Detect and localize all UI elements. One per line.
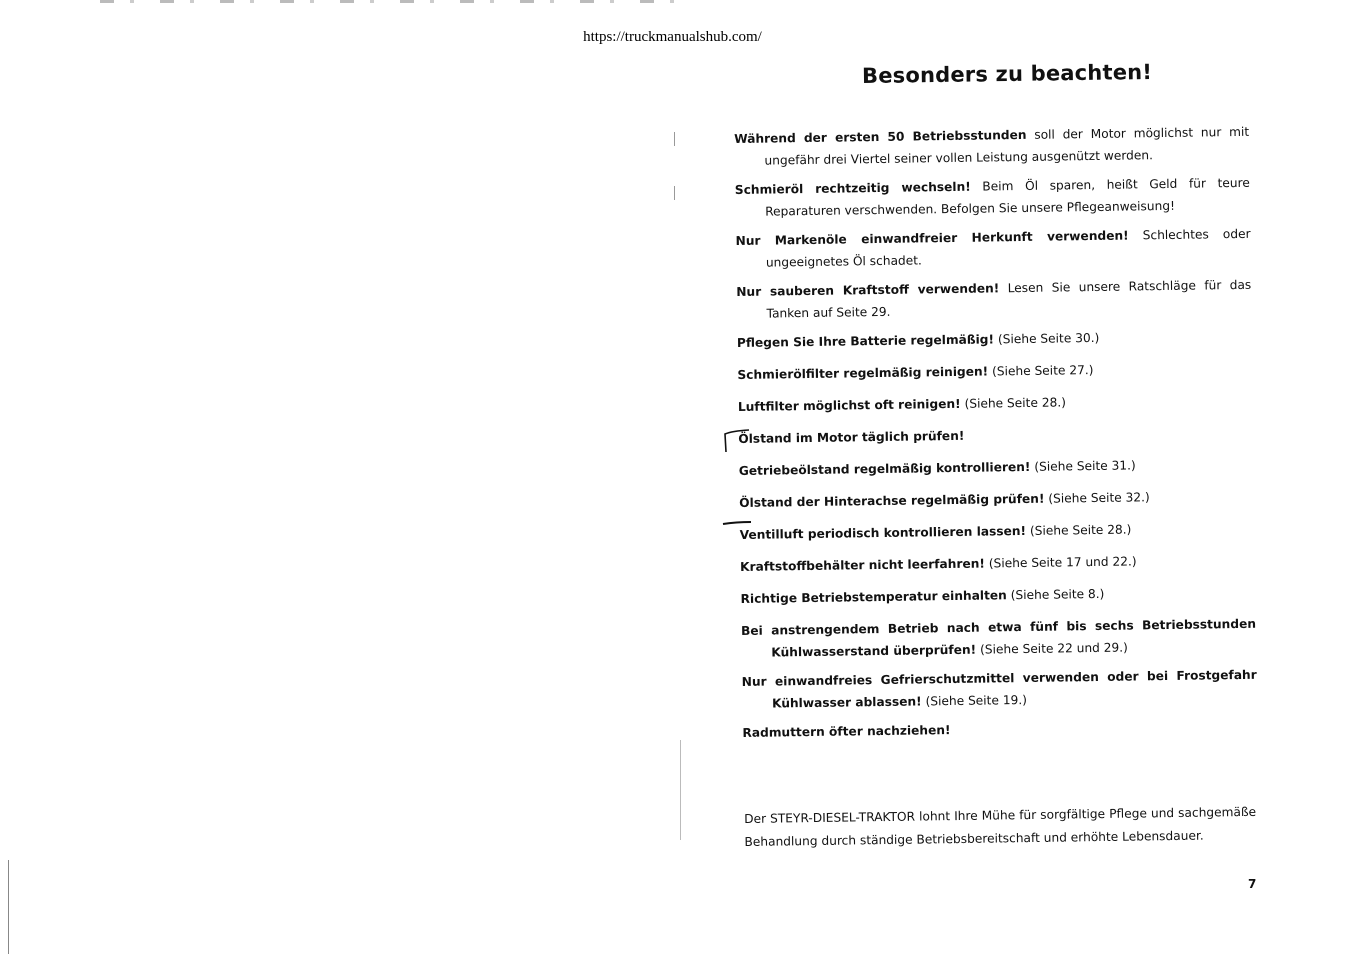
list-item xyxy=(740,581,1255,610)
list-item xyxy=(740,517,1255,546)
item-text: (Siehe Seite 19.) xyxy=(921,692,1028,709)
page-number: 7 xyxy=(1248,877,1257,891)
list-item xyxy=(735,172,1251,223)
bracket-mark-bottom xyxy=(722,520,752,526)
bracket-mark-top xyxy=(722,428,750,454)
closing-paragraph: Der STEYR-DIESEL-TRAKTOR lohnt Ihre Mühe für sorgfältige Pflege und sachgemäße Behandlung durch ständige Betriebsbereitschaft und erhöhte Lebensdauer. xyxy=(744,804,1257,849)
item-text: Schlechtes oder ungeeignetes Öl schadet. xyxy=(765,226,1251,270)
list-item xyxy=(742,664,1258,715)
item-text: (Siehe Seite 8.) xyxy=(1006,586,1105,603)
list-item xyxy=(741,613,1257,664)
item-bold-text: Ventilluft periodisch kontrollieren lassen! xyxy=(739,523,1027,542)
item-bold-text: Schmieröl rechtzeitig wechseln! xyxy=(734,179,971,197)
list-item xyxy=(736,274,1252,325)
item-bold-text: Kraftstoffbehälter nicht leerfahren! xyxy=(740,556,986,574)
item-bold-text: Ölstand der Hinterachse regelmäßig prüfen! xyxy=(739,491,1045,510)
item-bold-text: Schmierölfilter regelmäßig reinigen! xyxy=(737,364,989,382)
list-item xyxy=(739,485,1254,514)
list-item xyxy=(734,121,1250,172)
item-bold-text: Nur einwandfreies Gefrierschutzmittel verwenden oder bei Frostgefahr Kühlwasser ablassen! xyxy=(741,667,1257,711)
list-item xyxy=(738,421,1253,450)
list-item xyxy=(737,325,1252,354)
item-bold-text: Nur sauberen Kraftstoff verwenden! xyxy=(736,281,1000,299)
item-text: (Siehe Seite 31.) xyxy=(1030,458,1136,474)
item-text: (Siehe Seite 27.) xyxy=(988,363,1094,379)
item-bold-text: Bei anstrengendem Betrieb nach etwa fünf bis sechs Betriebsstunden Kühlwasserstand überprüfen! xyxy=(740,616,1257,660)
item-bold-text: Luftfilter möglichst oft reinigen! xyxy=(737,396,961,414)
item-text: (Siehe Seite 28.) xyxy=(960,395,1067,411)
scan-artifact-top xyxy=(100,0,680,3)
scan-artifact-fold-line xyxy=(680,740,681,840)
list-item xyxy=(742,715,1257,744)
item-bold-text: Während der ersten 50 Betriebsstunden xyxy=(734,127,1027,146)
list-item xyxy=(735,223,1251,274)
list-item xyxy=(739,453,1254,482)
source-url: https://truckmanualshub.com/ xyxy=(583,29,762,45)
item-text: Beim Öl sparen, heißt Geld für teure Reparaturen verschwenden. Befolgen Sie unsere Pflegeanweisung! xyxy=(765,175,1250,219)
item-bold-text: Pflegen Sie Ihre Batterie regelmäßig! xyxy=(736,332,995,350)
item-text: (Siehe Seite 28.) xyxy=(1025,522,1132,538)
list-item xyxy=(738,389,1253,418)
item-text: (Siehe Seite 17 und 22.) xyxy=(984,554,1137,571)
item-bold-text: Getriebeölstand regelmäßig kontrollieren! xyxy=(738,459,1031,478)
item-bold-text: Nur Markenöle einwandfreier Herkunft verwenden! xyxy=(735,228,1129,248)
item-text: (Siehe Seite 22 und 29.) xyxy=(976,640,1128,657)
item-text: (Siehe Seite 30.) xyxy=(993,330,1100,347)
item-text: soll der Motor möglichst nur mit ungefähr drei Viertel seiner vollen Leistung ausgenützt werden. xyxy=(764,124,1250,168)
item-bold-text: Richtige Betriebstemperatur einhalten xyxy=(740,588,1007,606)
item-bold-text: Ölstand im Motor täglich prüfen! xyxy=(738,428,965,446)
list-item xyxy=(737,357,1252,386)
scan-artifact-tick xyxy=(674,186,675,200)
scan-artifact-tick xyxy=(674,132,675,146)
item-bold-text: Radmuttern öfter nachziehen! xyxy=(742,723,951,740)
page-heading: Besonders zu beachten! xyxy=(861,59,1153,89)
item-text: (Siehe Seite 32.) xyxy=(1044,490,1150,506)
scan-artifact-left-edge xyxy=(8,860,9,954)
list-item xyxy=(740,549,1255,578)
item-text: Lesen Sie unsere Ratschläge für das Tanken auf Seite 29. xyxy=(766,277,1252,321)
instruction-list xyxy=(734,121,1258,744)
